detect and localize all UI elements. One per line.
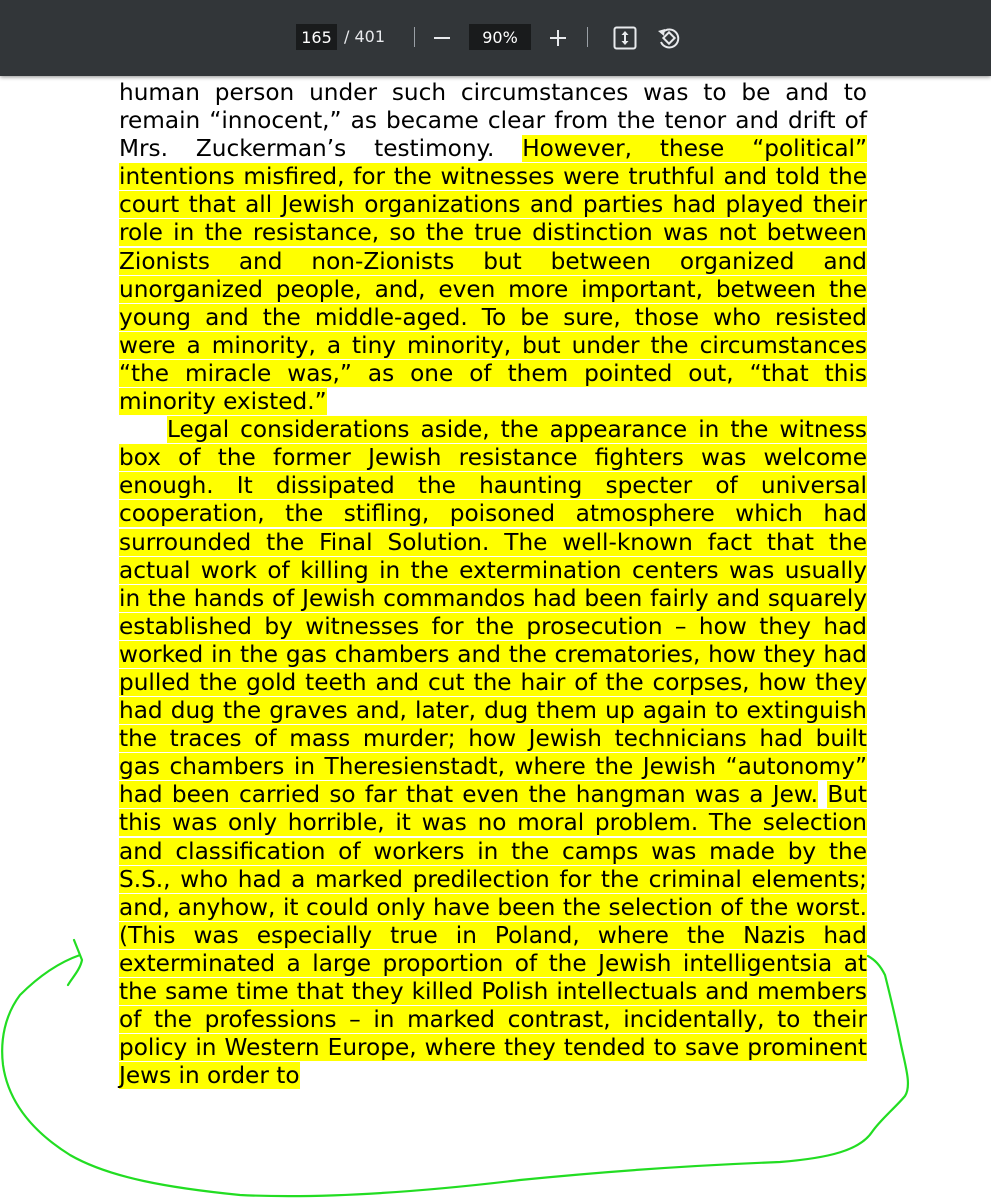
highlighted-text: Legal considerations aside, the appearance in the witness box of the former Jewish resistance fighters was welcome enough. It dissipated the haunting specter of universal cooperation, the stifling, poisoned atmosphere which had surrounded the Final Solution. The well-known fact that the actual work of killing in the extermination centers was usually in the hands of Jewish commandos had been fairly and squarely established by witnesses for the prosecution – how they had worked in the gas chambers and the crematories, how they had pulled the gold teeth and cut the hair of the corpses, how they had dug the graves and, later, dug them up again to extinguish the traces of mass murder; how Jewish technicians had built gas chambers in Theresienstadt, where the Jewish “autonomy” had been carried so far that even the hangman was a Jew.: [119, 416, 867, 809]
fit-to-page-button[interactable]: [611, 24, 639, 52]
page-number-input[interactable]: [296, 24, 337, 50]
toolbar-separator: [587, 27, 588, 47]
page-total-label: / 401: [344, 27, 386, 46]
rotate-icon: [655, 24, 683, 52]
paragraph: [119, 416, 867, 1090]
rotate-button[interactable]: [655, 24, 683, 52]
pdf-toolbar: [0, 0, 991, 76]
zoom-level-input[interactable]: [469, 24, 531, 50]
toolbar-separator: [414, 27, 415, 47]
highlighted-text: (This was especially true in Poland, where the Nazis had exterminated a large proportion of the Jewish intelligentsia at the same time that they killed Polish intellectuals and members of the professions – in marked contrast, incidentally, to their policy in Western Europe, where they tended to save prominent Jews in order to: [119, 921, 867, 1090]
paragraph: [119, 79, 867, 416]
plain-text: human person under such circumstances was to be and to remain “innocent,” as became clear from the tenor and drift of Mrs. Zuckerman’s testimony.: [119, 79, 867, 163]
document-page-text: [119, 79, 867, 1090]
fit-page-icon: [611, 24, 639, 52]
zoom-in-button[interactable]: [544, 24, 572, 52]
highlighted-text: However, these “political” intentions misfired, for the witnesses were truthful and told the court that all Jewish organizations and parties had played their role in the resistance, so the true distinction was not between Zionists and non-Zionists but between organized and unorganized people, and, even more important, between the young and the middle-aged. To be sure, those who resisted were a minority, a tiny minority, but under the circumstances “the miracle was,” as one of them pointed out, “that this minority existed.”: [119, 135, 867, 416]
zoom-out-button[interactable]: [428, 24, 456, 52]
highlighted-text: But this was only horrible, it was no moral problem. The selection and classification of workers in the camps was made by the S.S., who had a marked predilection for the criminal elements; and, anyhow, it could only have been the selection of the worst.: [119, 781, 868, 921]
minus-icon: [434, 37, 450, 39]
